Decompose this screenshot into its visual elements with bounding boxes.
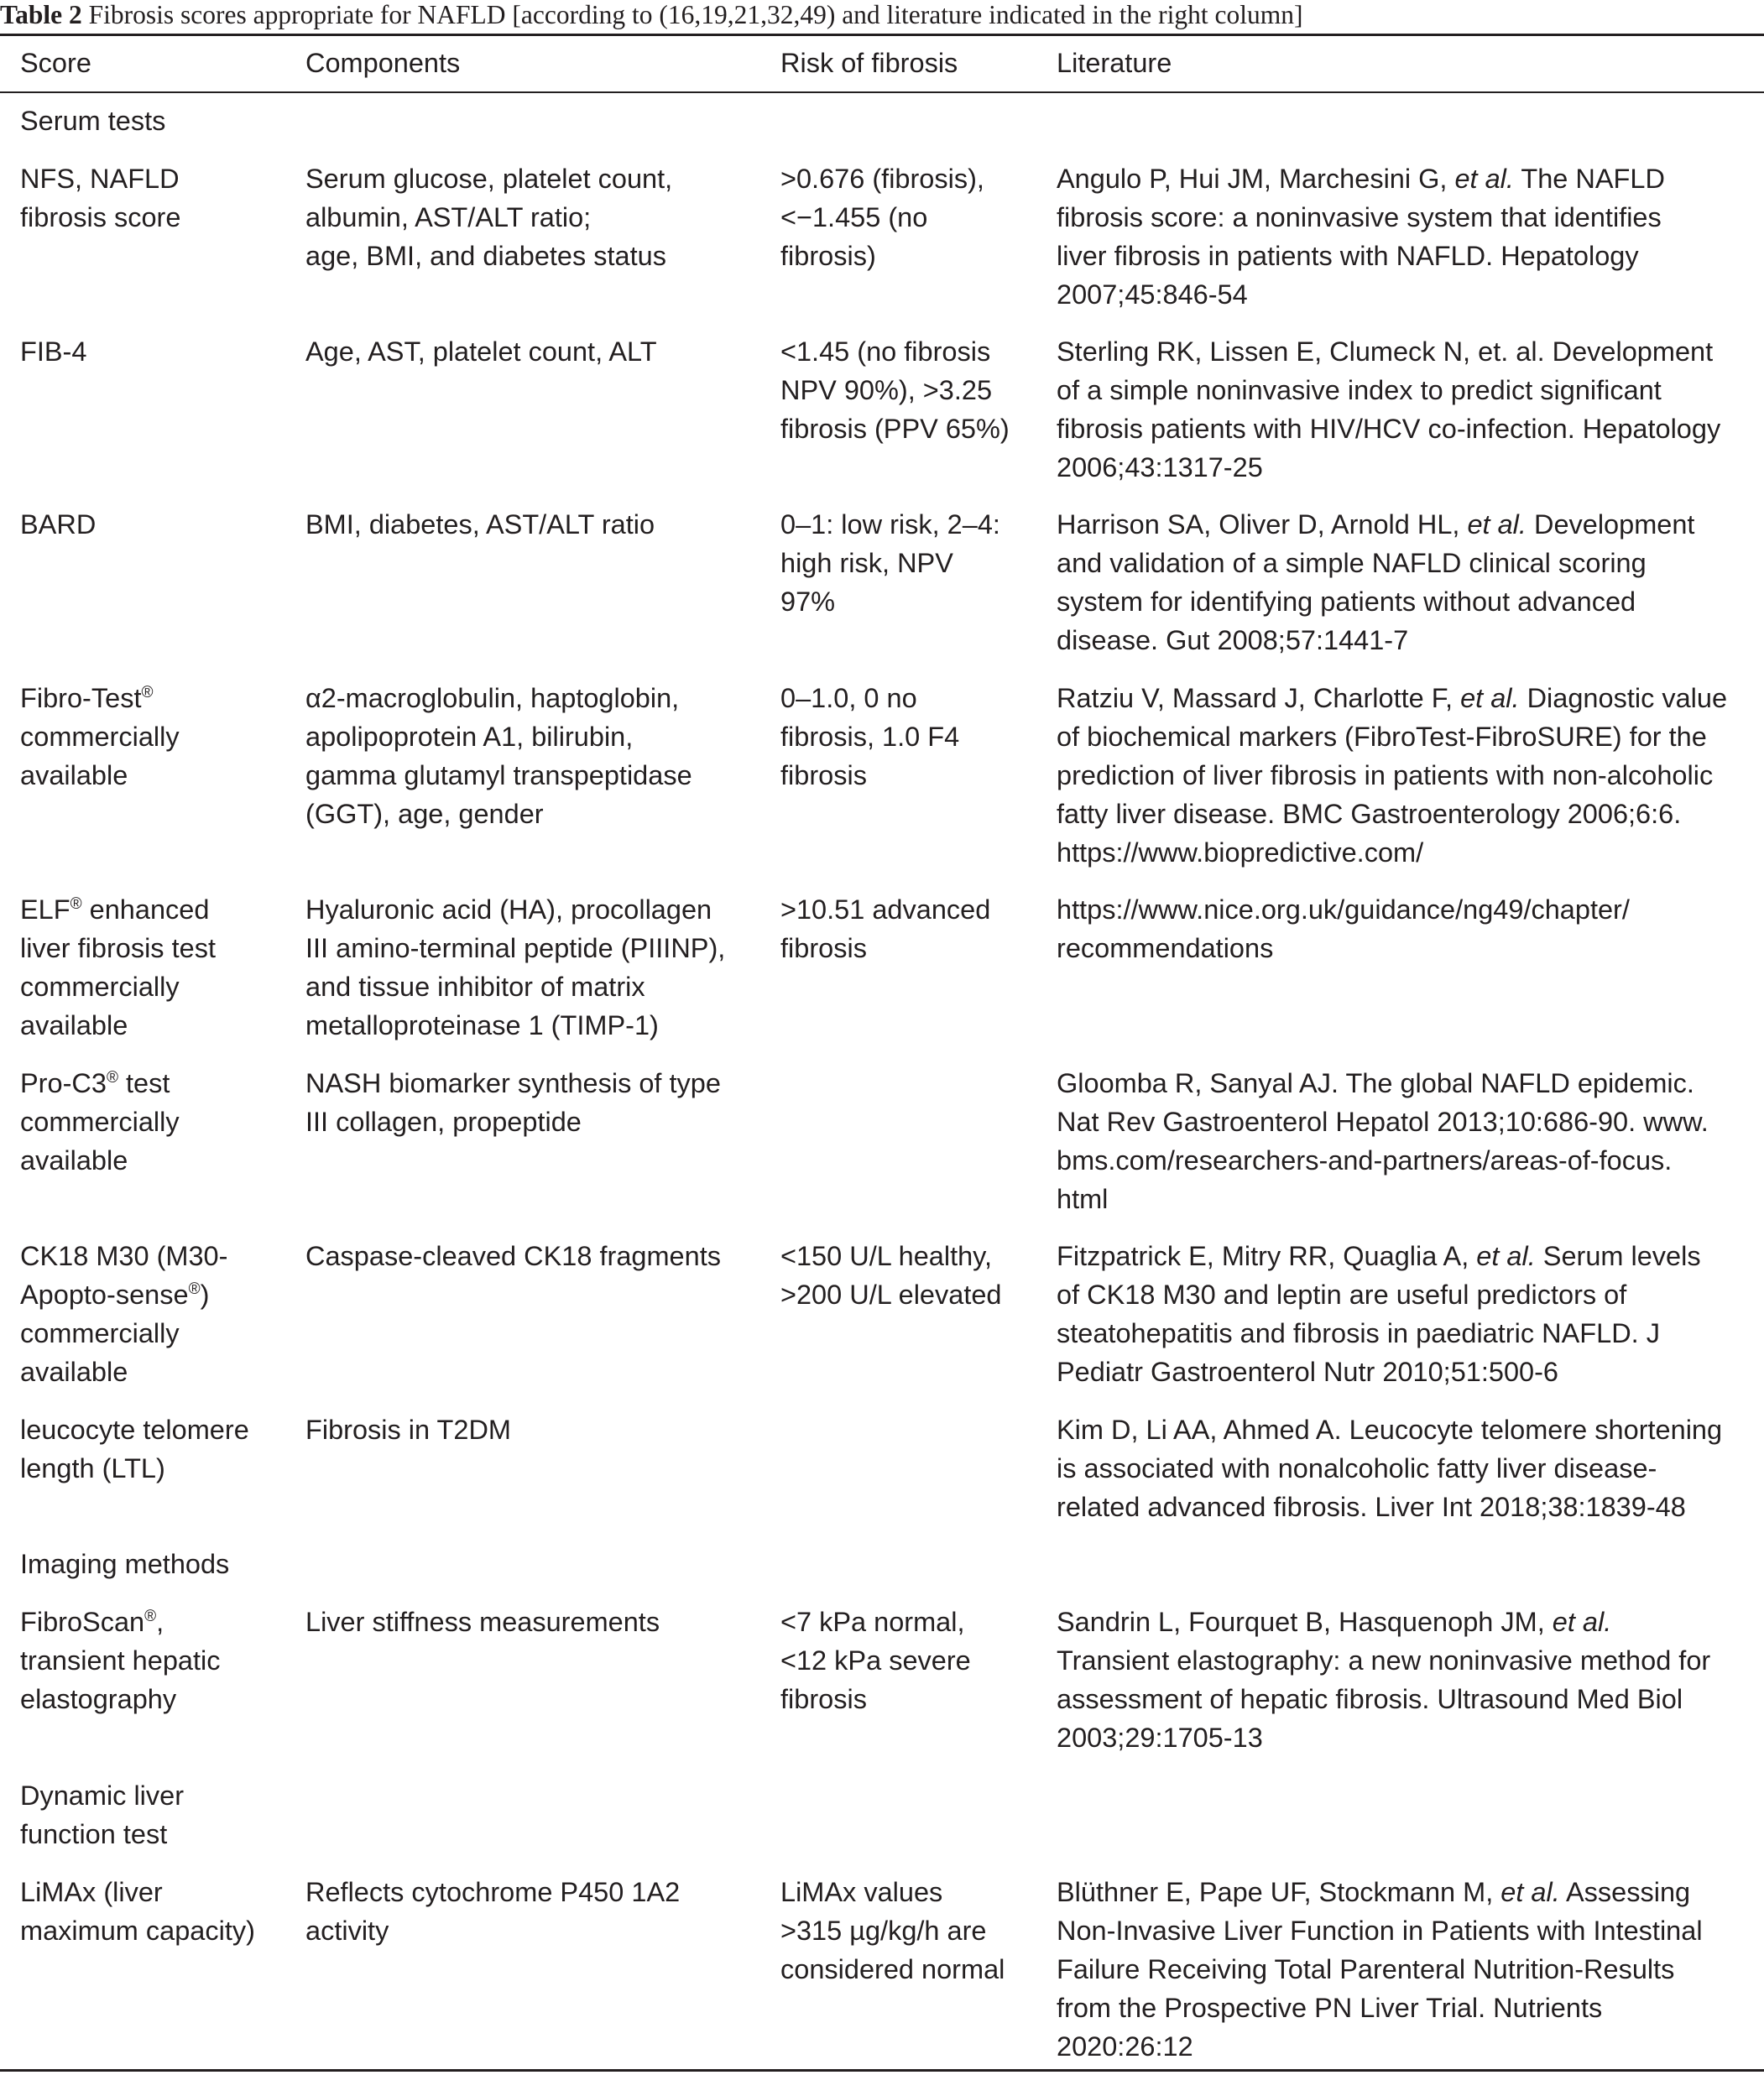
- header-score: Score: [20, 48, 91, 78]
- row-elf-components: Hyaluronic acid (HA), procollagen III amino-terminal peptide (PIIINP), and tissue inhibitor of matrix metalloproteinase 1 (TIMP-1): [305, 894, 726, 1040]
- row-limax-literature: Blüthner E, Pape UF, Stockmann M, et al. Assessing Non-Invasive Liver Function in Patients with Intestinal Failure Receiving Total Parenteral Nutrition-Results from the Prospective PN Liver Trial. Nutrients 2020:26:12: [1057, 1877, 1703, 2062]
- row-elf-risk: >10.51 advanced fibrosis: [780, 894, 991, 963]
- header-risk: Risk of fibrosis: [780, 48, 958, 78]
- row-fibroscan-risk: <7 kPa normal, <12 kPa severe fibrosis: [780, 1607, 971, 1714]
- row-ltl-components: Fibrosis in T2DM: [305, 1415, 512, 1445]
- row-fibrotest-risk: 0–1.0, 0 no fibrosis, 1.0 F4 fibrosis: [780, 683, 960, 790]
- row-fibroscan-components: Liver stiffness measurements: [305, 1607, 660, 1637]
- header-literature: Literature: [1057, 48, 1172, 78]
- header-rule: [0, 91, 1764, 93]
- row-fibrotest-literature: Ratziu V, Massard J, Charlotte F, et al. Diagnostic value of biochemical markers (FibroTest-FibroSURE) for the prediction of liver fibrosis in patients with non-alcoholic fatty liver disease. BMC Gastroenterology 2006;6:6. https://www.biopredictive.com/: [1057, 679, 1755, 872]
- row-dynamic-liver-function-test: Dynamic liver function test: [20, 1780, 185, 1849]
- row-fibroscan-score: FibroScan®, transient hepatic elastography: [20, 1607, 221, 1714]
- row-fib4-score: FIB-4: [20, 336, 87, 367]
- section-title-imaging-methods: Imaging methods: [20, 1549, 230, 1579]
- row-ltl-literature: Kim D, Li AA, Ahmed A. Leucocyte telomere shortening is associated with nonalcoholic fatty liver disease- related advanced fibrosis. Liver Int 2018;38:1839-48: [1057, 1415, 1723, 1522]
- header-components: Components: [305, 48, 461, 78]
- row-fib4-risk: <1.45 (no fibrosis NPV 90%), >3.25 fibrosis (PPV 65%): [780, 336, 1010, 444]
- row-bard-risk: 0–1: low risk, 2–4: high risk, NPV 97%: [780, 509, 1000, 617]
- row-nfs-literature: Angulo P, Hui JM, Marchesini G, et al. The NAFLD fibrosis score: a noninvasive system that identifies liver fibrosis in patients with NAFLD. Hepatology 2007;45:846-54: [1057, 164, 1665, 310]
- biopredictive-link[interactable]: https://www.biopredictive.com/: [1057, 837, 1424, 868]
- nice-guidance-link[interactable]: https://www.nice.org.uk/guidance/ng49/chapter/: [1057, 894, 1630, 925]
- row-fibroscan-literature: Sandrin L, Fourquet B, Hasquenoph JM, et al. Transient elastography: a new noninvasive method for assessment of hepatic fibrosis. Ultrasound Med Biol 2003;29:1705-13: [1057, 1607, 1711, 1753]
- row-fibrotest-components: α2-macroglobulin, haptoglobin, apolipoprotein A1, bilirubin, gamma glutamyl transpeptidase (GGT), age, gender: [305, 683, 692, 829]
- row-fib4-components: Age, AST, platelet count, ALT: [305, 336, 657, 367]
- row-nfs-risk: >0.676 (fibrosis), <−1.455 (no fibrosis): [780, 164, 984, 271]
- section-title-serum-tests: Serum tests: [20, 106, 166, 136]
- row-ltl-score: leucocyte telomere length (LTL): [20, 1415, 249, 1483]
- row-limax-score: LiMAx (liver maximum capacity): [20, 1877, 255, 1946]
- row-elf-score: ELF® enhanced liver fibrosis test commercially available: [20, 894, 216, 1040]
- table-caption-text: Fibrosis scores appropriate for NAFLD [according to (16,19,21,32,49) and literature indicated in the right column]: [88, 0, 1303, 29]
- table-label: Table 2: [0, 0, 82, 29]
- row-bard-literature: Harrison SA, Oliver D, Arnold HL, et al. Development and validation of a simple NAFLD clinical scoring system for identifying patients without advanced disease. Gut 2008;57:1441-7: [1057, 509, 1695, 655]
- row-nfs-components: Serum glucose, platelet count, albumin, AST/ALT ratio; age, BMI, and diabetes status: [305, 164, 673, 271]
- row-ck18-risk: <150 U/L healthy, >200 U/L elevated: [780, 1241, 1002, 1310]
- row-elf-literature: https://www.nice.org.uk/guidance/ng49/chapter/ recommendations: [1057, 890, 1755, 967]
- row-bard-components: BMI, diabetes, AST/ALT ratio: [305, 509, 655, 540]
- row-fibrotest-score: Fibro-Test® commercially available: [20, 683, 180, 790]
- row-limax-components: Reflects cytochrome P450 1A2 activity: [305, 1877, 681, 1946]
- row-fib4-literature: Sterling RK, Lissen E, Clumeck N, et. al. Development of a simple noninvasive index to predict significant fibrosis patients with HIV/HCV co-infection. Hepatology 2006;43:1317-25: [1057, 336, 1721, 482]
- table-caption: [0, 0, 1764, 30]
- row-ck18-score: CK18 M30 (M30- Apopto-sense®) commercially available: [20, 1241, 228, 1387]
- row-ck18-components: Caspase-cleaved CK18 fragments: [305, 1241, 721, 1271]
- row-proc3-score: Pro-C3® test commercially available: [20, 1068, 180, 1176]
- row-nfs-score: NFS, NAFLD fibrosis score: [20, 164, 181, 232]
- row-proc3-literature: Gloomba R, Sanyal AJ. The global NAFLD epidemic. Nat Rev Gastroenterol Hepatol 2013;10:686-90. www. bms.com/researchers-and-partners/areas-of-focus. html: [1057, 1068, 1709, 1214]
- row-limax-risk: LiMAx values >315 µg/kg/h are considered normal: [780, 1877, 1005, 1984]
- table-top-rule: [0, 34, 1764, 36]
- row-bard-score: BARD: [20, 509, 97, 540]
- row-ck18-literature: Fitzpatrick E, Mitry RR, Quaglia A, et al. Serum levels of CK18 M30 and leptin are useful predictors of steatohepatitis and fibrosis in paediatric NAFLD. J Pediatr Gastroenterol Nutr 2010;51:500-6: [1057, 1241, 1701, 1387]
- row-proc3-components: NASH biomarker synthesis of type III collagen, propeptide: [305, 1068, 721, 1137]
- table-bottom-rule: [0, 2069, 1764, 2072]
